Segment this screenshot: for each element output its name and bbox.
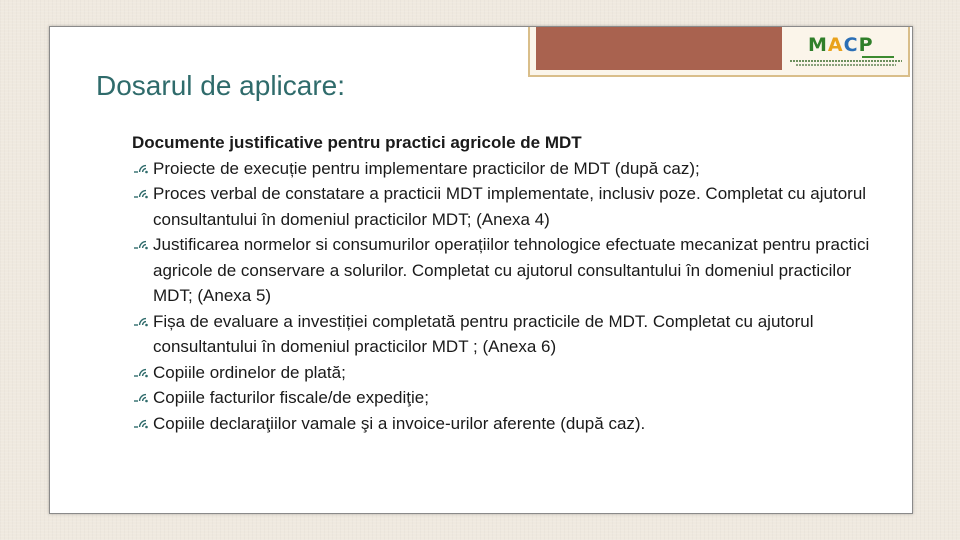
logo-wordmark — [808, 34, 874, 56]
list-item — [132, 181, 872, 232]
slide-title: Dosarul de aplicare: — [96, 70, 346, 101]
wifi-arc-icon — [133, 189, 149, 199]
list-item — [132, 360, 872, 386]
logo-frame — [528, 27, 910, 77]
section-heading: Documente justificative pentru practici agricole de MDT — [132, 133, 582, 152]
logo-tagline-line — [790, 60, 902, 62]
logo-letter-c: C — [843, 34, 859, 56]
wifi-arc-icon — [133, 317, 149, 327]
list-item-text: Fișa de evaluare a investiției completată pentru practicile de MDT. Completat cu ajutorul consultantului în domeniul practicilor MDT ; (Anexa 6) — [153, 311, 814, 356]
document-list — [132, 156, 872, 437]
slide-content — [132, 130, 872, 436]
list-item-text: Proiecte de execuție pentru implementare practicilor de MDT (după caz); — [153, 158, 700, 178]
wifi-arc-icon — [133, 368, 149, 378]
list-item-text: Copiile declaraţiilor vamale şi a invoice-urilor aferente (după caz). — [153, 413, 646, 433]
logo-letter-p: P — [858, 34, 874, 56]
list-item-text: Justificarea normelor si consumurilor operațiilor tehnologice efectuate mecanizat pentru practici agricole de conservare a solurilor. Completat cu ajutorul consultantului în domeniul practicilor MDT; (Anexa 5) — [153, 235, 870, 305]
logo-color-bar — [536, 27, 782, 70]
list-item-text: Copiile facturilor fiscale/de expediţie; — [153, 388, 429, 407]
list-item-text: Proces verbal de constatare a practicii MDT implementate, inclusiv poze. Completat cu ajutorul consultantului în domeniul practicilor MDT; (Anexa 4) — [153, 184, 867, 229]
wifi-arc-icon — [133, 240, 149, 250]
logo-letter-a: A — [827, 34, 844, 56]
list-item — [132, 385, 872, 411]
wifi-arc-icon — [133, 393, 149, 403]
list-item — [132, 232, 872, 309]
list-item — [132, 309, 872, 360]
logo-underline — [862, 56, 894, 58]
wifi-arc-icon — [133, 419, 149, 429]
logo-letter-m: M — [808, 34, 828, 56]
list-item — [132, 411, 872, 437]
macp-logo — [786, 27, 906, 73]
wifi-arc-icon — [133, 164, 149, 174]
list-item — [132, 156, 872, 182]
list-item-text: Copiile ordinelor de plată; — [153, 362, 346, 382]
logo-tagline-line-2 — [796, 64, 896, 66]
